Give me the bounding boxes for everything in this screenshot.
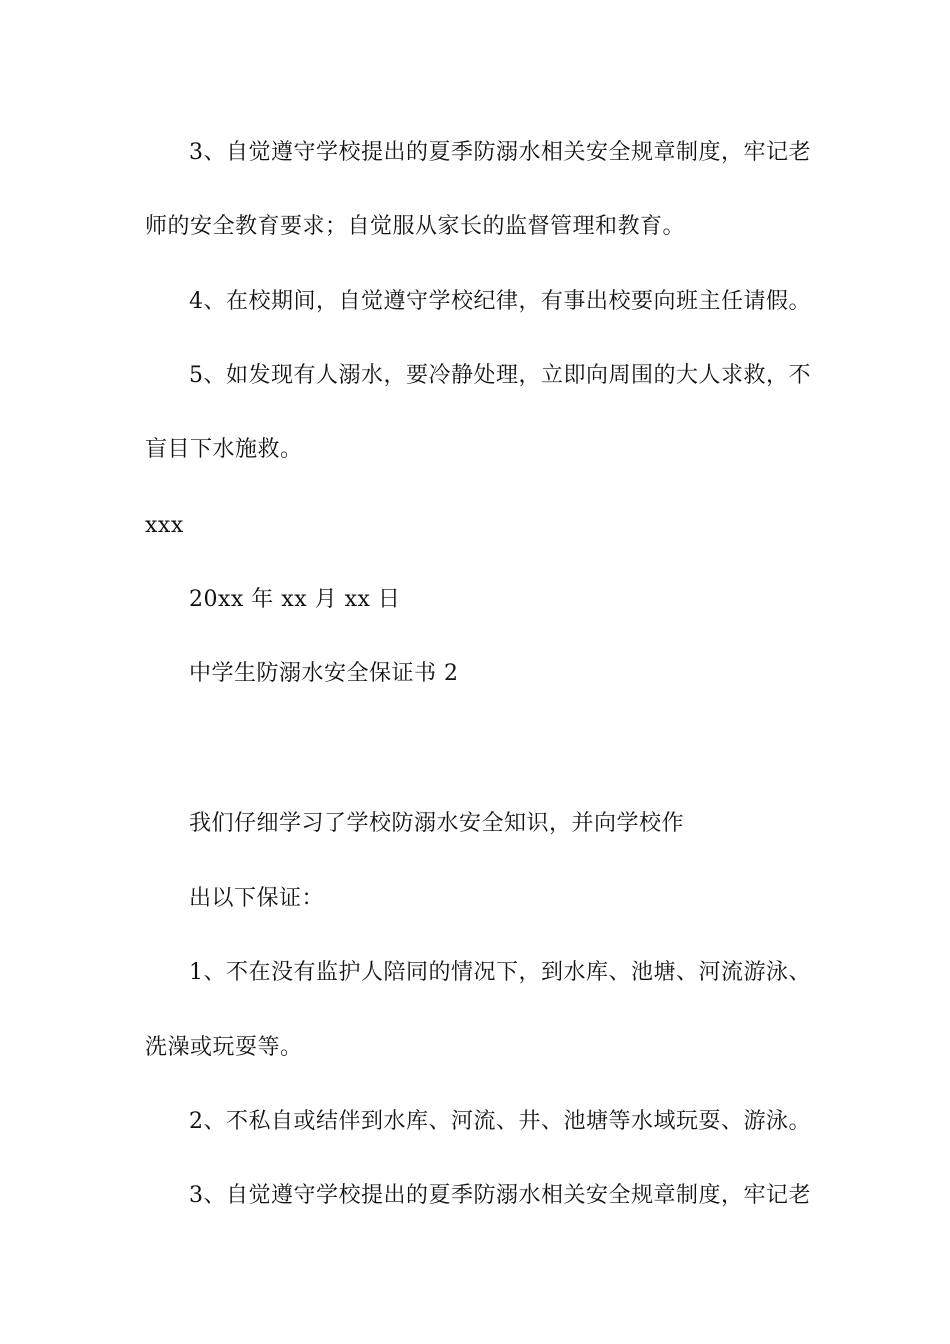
date-line: 20xx 年 xx 月 xx 日 bbox=[189, 587, 401, 612]
paragraph-line: 洗澡或玩耍等。 bbox=[145, 1035, 303, 1060]
paragraph-line: 3、自觉遵守学校提出的夏季防溺水相关安全规章制度，牢记老 bbox=[189, 140, 811, 165]
section-title: 中学生防溺水安全保证书 2 bbox=[189, 661, 459, 686]
paragraph-line: 2、不私自或结伴到水库、河流、井、池塘等水域玩耍、游泳。 bbox=[189, 1109, 811, 1134]
paragraph-line: 4、在校期间，自觉遵守学校纪律，有事出校要向班主任请假。 bbox=[189, 289, 811, 314]
paragraph-line: 1、不在没有监护人陪同的情况下，到水库、池塘、河流游泳、 bbox=[189, 960, 811, 985]
paragraph-line: 5、如发现有人溺水，要冷静处理，立即向周围的大人求救，不 bbox=[189, 363, 811, 388]
paragraph-line: 3、自觉遵守学校提出的夏季防溺水相关安全规章制度，牢记老 bbox=[189, 1183, 811, 1208]
paragraph-line: 师的安全教育要求；自觉服从家长的监督管理和教育。 bbox=[145, 214, 686, 239]
paragraph-line: 出以下保证： bbox=[189, 886, 325, 911]
paragraph-line: 我们仔细学习了学校防溺水安全知识，并向学校作 bbox=[189, 811, 685, 836]
paragraph-line: 盲目下水施救。 bbox=[145, 437, 303, 462]
signature-name: xxx bbox=[145, 513, 184, 538]
